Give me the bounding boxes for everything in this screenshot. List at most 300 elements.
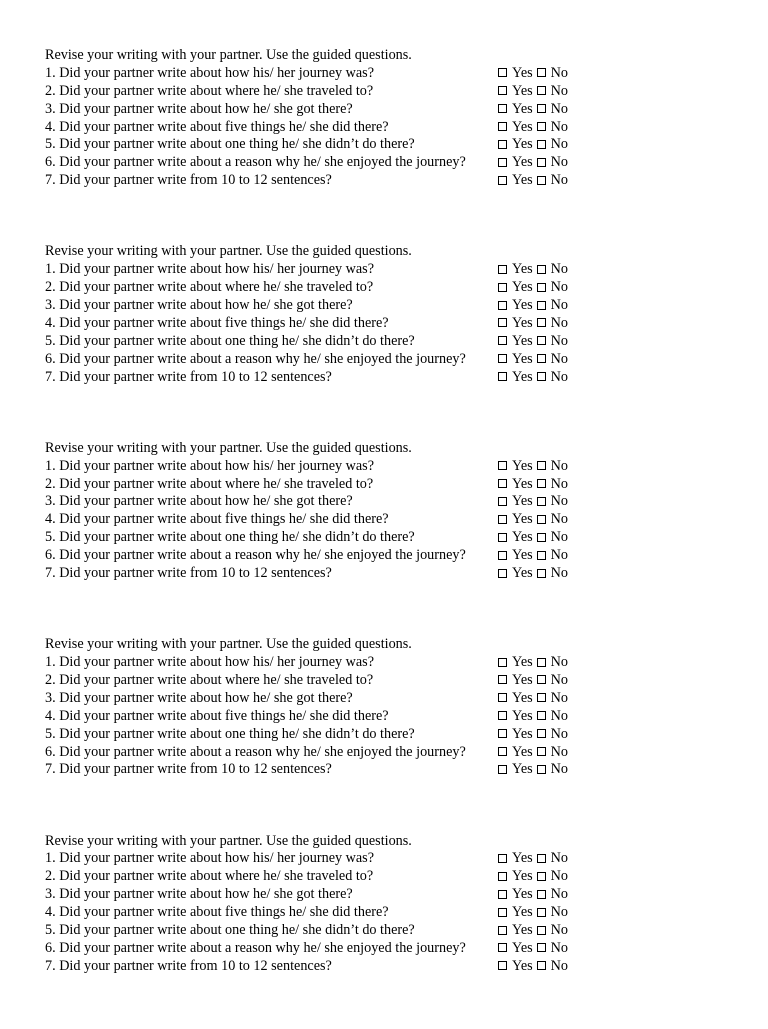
answer-options <box>498 369 572 387</box>
no-label: No <box>550 707 568 724</box>
no-label: No <box>550 886 568 903</box>
no-label: No <box>550 761 568 778</box>
question-text: 3. Did your partner write about how he/ she got there? <box>45 689 353 706</box>
checklist-instruction <box>45 243 605 261</box>
checklist-instruction <box>45 636 605 654</box>
answer-options <box>498 511 572 529</box>
no-checkbox[interactable] <box>537 569 546 578</box>
yes-checkbox[interactable] <box>498 265 507 274</box>
yes-option[interactable] <box>498 101 533 119</box>
yes-checkbox[interactable] <box>498 569 507 578</box>
yes-option[interactable] <box>498 65 533 83</box>
no-label: No <box>550 654 568 671</box>
question-row <box>45 476 605 494</box>
no-option[interactable] <box>537 261 568 279</box>
no-option[interactable] <box>537 904 568 922</box>
answer-options <box>498 672 572 690</box>
yes-label: Yes <box>512 547 533 564</box>
no-option[interactable] <box>537 529 568 547</box>
answer-options <box>498 261 572 279</box>
question-text: 2. Did your partner write about where he/ she traveled to? <box>45 671 374 688</box>
yes-label: Yes <box>512 100 533 117</box>
yes-label: Yes <box>512 172 533 189</box>
question-row <box>45 172 605 190</box>
yes-label: Yes <box>512 761 533 778</box>
no-option[interactable] <box>537 922 568 940</box>
no-label: No <box>550 725 568 742</box>
no-label: No <box>550 868 568 885</box>
yes-checkbox[interactable] <box>498 372 507 381</box>
no-checkbox[interactable] <box>537 176 546 185</box>
no-checkbox[interactable] <box>537 908 546 917</box>
no-checkbox[interactable] <box>537 104 546 113</box>
no-checkbox[interactable] <box>537 497 546 506</box>
yes-option[interactable] <box>498 315 533 333</box>
no-option[interactable] <box>537 868 568 886</box>
no-label: No <box>550 511 568 528</box>
no-checkbox[interactable] <box>537 283 546 292</box>
no-label: No <box>550 957 568 974</box>
question-row <box>45 868 605 886</box>
yes-option[interactable] <box>498 297 533 315</box>
yes-label: Yes <box>512 707 533 724</box>
yes-label: Yes <box>512 939 533 956</box>
question-row <box>45 690 605 708</box>
yes-option[interactable] <box>498 547 533 565</box>
yes-option[interactable] <box>498 708 533 726</box>
no-option[interactable] <box>537 958 568 976</box>
answer-options <box>498 101 572 119</box>
question-text: 4. Did your partner write about five things he/ she did there? <box>45 118 389 135</box>
no-label: No <box>550 279 568 296</box>
question-text: 6. Did your partner write about a reason why he/ she enjoyed the journey? <box>45 350 466 367</box>
yes-option[interactable] <box>498 904 533 922</box>
answer-options <box>498 744 572 762</box>
yes-checkbox[interactable] <box>498 961 507 970</box>
yes-checkbox[interactable] <box>498 675 507 684</box>
no-checkbox[interactable] <box>537 729 546 738</box>
yes-label: Yes <box>512 671 533 688</box>
no-checkbox[interactable] <box>537 943 546 952</box>
yes-checkbox[interactable] <box>498 301 507 310</box>
question-row <box>45 708 605 726</box>
yes-checkbox[interactable] <box>498 943 507 952</box>
no-label: No <box>550 565 568 582</box>
question-text: 4. Did your partner write about five things he/ she did there? <box>45 314 389 331</box>
no-checkbox[interactable] <box>537 854 546 863</box>
answer-options <box>498 958 572 976</box>
yes-label: Yes <box>512 457 533 474</box>
no-label: No <box>550 850 568 867</box>
yes-label: Yes <box>512 475 533 492</box>
no-option[interactable] <box>537 351 568 369</box>
question-row <box>45 904 605 922</box>
yes-checkbox[interactable] <box>498 336 507 345</box>
revision-checklist <box>45 833 605 1029</box>
answer-options <box>498 904 572 922</box>
yes-label: Yes <box>512 529 533 546</box>
no-checkbox[interactable] <box>537 765 546 774</box>
no-label: No <box>550 671 568 688</box>
yes-label: Yes <box>512 511 533 528</box>
yes-checkbox[interactable] <box>498 872 507 881</box>
question-row <box>45 511 605 529</box>
no-checkbox[interactable] <box>537 318 546 327</box>
yes-checkbox[interactable] <box>498 104 507 113</box>
yes-checkbox[interactable] <box>498 533 507 542</box>
revision-checklist <box>45 47 605 243</box>
yes-option[interactable] <box>498 511 533 529</box>
yes-option[interactable] <box>498 690 533 708</box>
worksheet-page <box>45 47 605 1029</box>
no-option[interactable] <box>537 136 568 154</box>
no-option[interactable] <box>537 886 568 904</box>
question-text: 3. Did your partner write about how he/ she got there? <box>45 297 353 314</box>
checklist-instruction <box>45 440 605 458</box>
yes-checkbox[interactable] <box>498 765 507 774</box>
no-label: No <box>550 457 568 474</box>
no-checkbox[interactable] <box>537 711 546 720</box>
yes-option[interactable] <box>498 333 533 351</box>
no-option[interactable] <box>537 761 568 779</box>
yes-option[interactable] <box>498 83 533 101</box>
yes-option[interactable] <box>498 565 533 583</box>
question-text: 5. Did your partner write about one thing he/ she didn’t do there? <box>45 725 415 742</box>
no-checkbox[interactable] <box>537 533 546 542</box>
answer-options <box>498 65 572 83</box>
yes-checkbox[interactable] <box>498 747 507 756</box>
yes-checkbox[interactable] <box>498 693 507 702</box>
no-label: No <box>550 118 568 135</box>
yes-option[interactable] <box>498 672 533 690</box>
question-text: 2. Did your partner write about where he/ she traveled to? <box>45 475 374 492</box>
yes-option[interactable] <box>498 476 533 494</box>
yes-checkbox[interactable] <box>498 497 507 506</box>
yes-option[interactable] <box>498 761 533 779</box>
question-text: 1. Did your partner write about how his/ her journey was? <box>45 457 374 474</box>
no-checkbox[interactable] <box>537 747 546 756</box>
instruction-text: Revise your writing with your partner. Use the guided questions. <box>45 832 412 849</box>
no-label: No <box>550 172 568 189</box>
question-text: 1. Did your partner write about how his/ her journey was? <box>45 64 374 81</box>
yes-checkbox[interactable] <box>498 283 507 292</box>
no-checkbox[interactable] <box>537 551 546 560</box>
answer-options <box>498 297 572 315</box>
yes-label: Yes <box>512 314 533 331</box>
no-option[interactable] <box>537 565 568 583</box>
no-checkbox[interactable] <box>537 86 546 95</box>
no-checkbox[interactable] <box>537 658 546 667</box>
question-row <box>45 279 605 297</box>
yes-option[interactable] <box>498 369 533 387</box>
no-option[interactable] <box>537 654 568 672</box>
no-checkbox[interactable] <box>537 336 546 345</box>
no-option[interactable] <box>537 119 568 137</box>
question-text: 5. Did your partner write about one thing he/ she didn’t do there? <box>45 136 415 153</box>
question-row <box>45 65 605 83</box>
yes-checkbox[interactable] <box>498 551 507 560</box>
no-option[interactable] <box>537 726 568 744</box>
question-row <box>45 672 605 690</box>
question-row <box>45 744 605 762</box>
yes-label: Yes <box>512 922 533 939</box>
question-row <box>45 958 605 976</box>
revision-checklist <box>45 440 605 636</box>
question-text: 2. Did your partner write about where he/ she traveled to? <box>45 868 374 885</box>
yes-option[interactable] <box>498 940 533 958</box>
question-text: 5. Did your partner write about one thing he/ she didn’t do there? <box>45 922 415 939</box>
no-label: No <box>550 314 568 331</box>
no-option[interactable] <box>537 511 568 529</box>
question-row <box>45 297 605 315</box>
yes-option[interactable] <box>498 279 533 297</box>
answer-options <box>498 922 572 940</box>
answer-options <box>498 136 572 154</box>
yes-option[interactable] <box>498 958 533 976</box>
yes-option[interactable] <box>498 172 533 190</box>
no-label: No <box>550 297 568 314</box>
yes-checkbox[interactable] <box>498 479 507 488</box>
question-text: 6. Did your partner write about a reason why he/ she enjoyed the journey? <box>45 547 466 564</box>
no-label: No <box>550 689 568 706</box>
yes-checkbox[interactable] <box>498 86 507 95</box>
yes-option[interactable] <box>498 868 533 886</box>
answer-options <box>498 279 572 297</box>
question-text: 3. Did your partner write about how he/ she got there? <box>45 100 353 117</box>
answer-options <box>498 565 572 583</box>
question-text: 7. Did your partner write from 10 to 12 sentences? <box>45 368 332 385</box>
yes-option[interactable] <box>498 529 533 547</box>
no-label: No <box>550 475 568 492</box>
no-checkbox[interactable] <box>537 961 546 970</box>
yes-label: Yes <box>512 82 533 99</box>
no-option[interactable] <box>537 940 568 958</box>
yes-label: Yes <box>512 64 533 81</box>
no-checkbox[interactable] <box>537 122 546 131</box>
answer-options <box>498 315 572 333</box>
question-row <box>45 101 605 119</box>
question-text: 6. Did your partner write about a reason why he/ she enjoyed the journey? <box>45 939 466 956</box>
question-row <box>45 654 605 672</box>
yes-label: Yes <box>512 279 533 296</box>
yes-option[interactable] <box>498 154 533 172</box>
yes-option[interactable] <box>498 458 533 476</box>
no-label: No <box>550 154 568 171</box>
no-label: No <box>550 82 568 99</box>
question-row <box>45 886 605 904</box>
no-checkbox[interactable] <box>537 675 546 684</box>
question-text: 3. Did your partner write about how he/ she got there? <box>45 886 353 903</box>
question-row <box>45 726 605 744</box>
question-row <box>45 761 605 779</box>
yes-checkbox[interactable] <box>498 515 507 524</box>
yes-checkbox[interactable] <box>498 926 507 935</box>
question-row <box>45 136 605 154</box>
no-checkbox[interactable] <box>537 265 546 274</box>
no-option[interactable] <box>537 369 568 387</box>
yes-checkbox[interactable] <box>498 908 507 917</box>
question-row <box>45 493 605 511</box>
revision-checklist <box>45 636 605 832</box>
no-label: No <box>550 743 568 760</box>
answer-options <box>498 476 572 494</box>
question-row <box>45 369 605 387</box>
answer-options <box>498 333 572 351</box>
no-label: No <box>550 529 568 546</box>
yes-checkbox[interactable] <box>498 461 507 470</box>
no-option[interactable] <box>537 493 568 511</box>
yes-checkbox[interactable] <box>498 658 507 667</box>
no-checkbox[interactable] <box>537 515 546 524</box>
yes-label: Yes <box>512 493 533 510</box>
question-row <box>45 154 605 172</box>
yes-label: Yes <box>512 725 533 742</box>
no-label: No <box>550 64 568 81</box>
no-option[interactable] <box>537 65 568 83</box>
question-row <box>45 940 605 958</box>
answer-options <box>498 172 572 190</box>
yes-option[interactable] <box>498 850 533 868</box>
no-label: No <box>550 332 568 349</box>
checklist-instruction <box>45 833 605 851</box>
no-option[interactable] <box>537 708 568 726</box>
question-text: 1. Did your partner write about how his/ her journey was? <box>45 654 374 671</box>
question-text: 7. Did your partner write from 10 to 12 sentences? <box>45 565 332 582</box>
no-label: No <box>550 547 568 564</box>
yes-checkbox[interactable] <box>498 158 507 167</box>
no-option[interactable] <box>537 458 568 476</box>
no-label: No <box>550 350 568 367</box>
yes-checkbox[interactable] <box>498 122 507 131</box>
no-option[interactable] <box>537 279 568 297</box>
answer-options <box>498 708 572 726</box>
answer-options <box>498 761 572 779</box>
no-option[interactable] <box>537 476 568 494</box>
no-option[interactable] <box>537 101 568 119</box>
no-label: No <box>550 939 568 956</box>
no-option[interactable] <box>537 690 568 708</box>
answer-options <box>498 351 572 369</box>
yes-label: Yes <box>512 332 533 349</box>
yes-option[interactable] <box>498 744 533 762</box>
no-checkbox[interactable] <box>537 890 546 899</box>
question-row <box>45 529 605 547</box>
yes-option[interactable] <box>498 922 533 940</box>
question-text: 4. Did your partner write about five things he/ she did there? <box>45 904 389 921</box>
yes-option[interactable] <box>498 136 533 154</box>
question-text: 5. Did your partner write about one thing he/ she didn’t do there? <box>45 332 415 349</box>
no-checkbox[interactable] <box>537 693 546 702</box>
no-label: No <box>550 100 568 117</box>
question-text: 1. Did your partner write about how his/ her journey was? <box>45 261 374 278</box>
yes-checkbox[interactable] <box>498 729 507 738</box>
no-label: No <box>550 922 568 939</box>
yes-option[interactable] <box>498 119 533 137</box>
question-text: 1. Did your partner write about how his/ her journey was? <box>45 850 374 867</box>
yes-option[interactable] <box>498 261 533 279</box>
yes-label: Yes <box>512 689 533 706</box>
yes-option[interactable] <box>498 886 533 904</box>
yes-option[interactable] <box>498 493 533 511</box>
no-label: No <box>550 904 568 921</box>
yes-label: Yes <box>512 868 533 885</box>
no-checkbox[interactable] <box>537 372 546 381</box>
no-option[interactable] <box>537 333 568 351</box>
no-checkbox[interactable] <box>537 926 546 935</box>
no-option[interactable] <box>537 672 568 690</box>
answer-options <box>498 690 572 708</box>
yes-checkbox[interactable] <box>498 68 507 77</box>
question-row <box>45 261 605 279</box>
question-row <box>45 351 605 369</box>
instruction-text: Revise your writing with your partner. Use the guided questions. <box>45 243 412 260</box>
yes-label: Yes <box>512 957 533 974</box>
instruction-text: Revise your writing with your partner. Use the guided questions. <box>45 47 412 63</box>
question-row <box>45 922 605 940</box>
no-option[interactable] <box>537 297 568 315</box>
no-checkbox[interactable] <box>537 158 546 167</box>
instruction-text: Revise your writing with your partner. Use the guided questions. <box>45 636 412 653</box>
question-row <box>45 83 605 101</box>
no-checkbox[interactable] <box>537 479 546 488</box>
no-checkbox[interactable] <box>537 354 546 363</box>
no-option[interactable] <box>537 172 568 190</box>
question-text: 4. Did your partner write about five things he/ she did there? <box>45 511 389 528</box>
no-option[interactable] <box>537 315 568 333</box>
yes-checkbox[interactable] <box>498 711 507 720</box>
no-option[interactable] <box>537 850 568 868</box>
question-row <box>45 547 605 565</box>
no-label: No <box>550 261 568 278</box>
no-checkbox[interactable] <box>537 68 546 77</box>
answer-options <box>498 154 572 172</box>
yes-checkbox[interactable] <box>498 890 507 899</box>
yes-label: Yes <box>512 850 533 867</box>
no-checkbox[interactable] <box>537 301 546 310</box>
yes-checkbox[interactable] <box>498 354 507 363</box>
yes-checkbox[interactable] <box>498 176 507 185</box>
no-option[interactable] <box>537 547 568 565</box>
answer-options <box>498 529 572 547</box>
yes-checkbox[interactable] <box>498 318 507 327</box>
yes-option[interactable] <box>498 654 533 672</box>
yes-checkbox[interactable] <box>498 854 507 863</box>
question-row <box>45 333 605 351</box>
question-text: 7. Did your partner write from 10 to 12 sentences? <box>45 957 332 974</box>
question-text: 7. Did your partner write from 10 to 12 sentences? <box>45 761 332 778</box>
question-row <box>45 458 605 476</box>
question-row <box>45 119 605 137</box>
no-checkbox[interactable] <box>537 461 546 470</box>
no-option[interactable] <box>537 154 568 172</box>
yes-label: Yes <box>512 154 533 171</box>
no-checkbox[interactable] <box>537 872 546 881</box>
question-text: 6. Did your partner write about a reason why he/ she enjoyed the journey? <box>45 743 466 760</box>
no-option[interactable] <box>537 744 568 762</box>
no-checkbox[interactable] <box>537 140 546 149</box>
yes-option[interactable] <box>498 351 533 369</box>
question-row <box>45 850 605 868</box>
checklist-instruction <box>45 47 605 65</box>
yes-checkbox[interactable] <box>498 140 507 149</box>
question-text: 4. Did your partner write about five things he/ she did there? <box>45 707 389 724</box>
question-text: 5. Did your partner write about one thing he/ she didn’t do there? <box>45 529 415 546</box>
no-option[interactable] <box>537 83 568 101</box>
yes-label: Yes <box>512 118 533 135</box>
question-row <box>45 565 605 583</box>
yes-label: Yes <box>512 261 533 278</box>
yes-option[interactable] <box>498 726 533 744</box>
